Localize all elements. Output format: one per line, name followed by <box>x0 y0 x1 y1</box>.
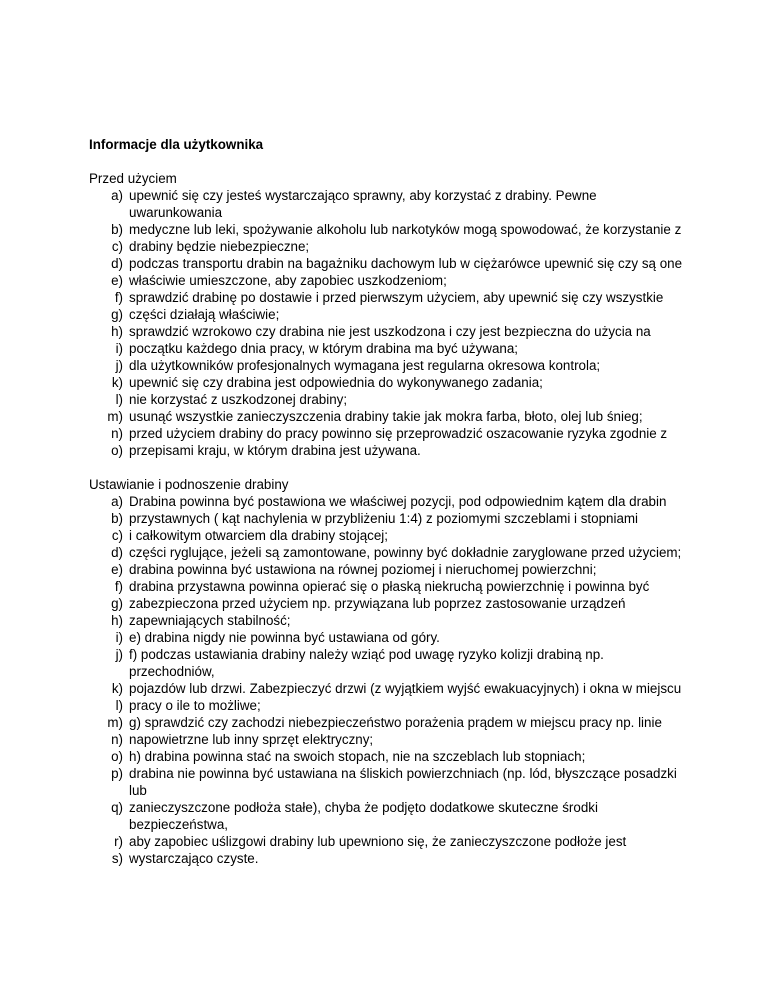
list-item-marker: a) <box>111 188 123 203</box>
list-item-marker: f) <box>114 579 123 594</box>
list-item-text: wystarczająco czyste. <box>129 851 259 866</box>
list-item <box>89 527 689 544</box>
list-item-marker: n) <box>111 732 123 747</box>
list-item <box>89 340 689 357</box>
list-item-text: medyczne lub leki, spożywanie alkoholu lub narkotyków mogą spowodować, że korzystanie z <box>129 222 682 237</box>
list-item-marker: h) <box>111 324 123 339</box>
list-item-text: początku każdego dnia pracy, w którym drabina ma być używana; <box>129 341 519 356</box>
section-heading: Przed użyciem <box>89 171 177 186</box>
list-item-text: części ryglujące, jeżeli są zamontowane, powinny być dokładnie zaryglowane przed użyciem; <box>129 545 682 560</box>
list-item <box>89 289 689 306</box>
section-before-use <box>89 170 689 459</box>
list-item-marker: l) <box>115 392 123 407</box>
list-item-text: upewnić się czy drabina jest odpowiednia do wykonywanego zadania; <box>129 375 543 390</box>
list-item-marker: o) <box>111 443 123 458</box>
list-item-text: aby zapobiec uślizgowi drabiny lub upewniono się, że zanieczyszczone podłoże jest <box>129 834 627 849</box>
document-title: Informacje dla użytkownika <box>89 137 264 152</box>
list-item-marker: e) <box>111 273 123 288</box>
list-item <box>89 374 689 391</box>
section-heading: Ustawianie i podnoszenie drabiny <box>89 477 289 492</box>
list-item <box>89 255 689 272</box>
list-item <box>89 578 689 595</box>
list-item <box>89 680 689 697</box>
list-item-text: drabina powinna być ustawiona na równej poziomej i nieruchomej powierzchni; <box>129 562 597 577</box>
list-item <box>89 697 689 714</box>
list-item-marker: q) <box>111 800 123 815</box>
list-item-marker: r) <box>114 834 123 849</box>
list-item-marker: c) <box>111 239 123 254</box>
list-item-text: Drabina powinna być postawiona we właściwej pozycji, pod odpowiednim kątem dla drabin <box>129 494 667 509</box>
list-item-marker: d) <box>111 256 123 271</box>
list-item <box>89 272 689 289</box>
list-item-marker: g) <box>111 596 123 611</box>
list-item-text: pracy o ile to możliwe; <box>129 698 261 713</box>
list-item <box>89 493 689 510</box>
list-item-text: sprawdzić drabinę po dostawie i przed pierwszym użyciem, aby upewnić się czy wszystkie <box>129 290 664 305</box>
list-item-text: upewnić się czy jesteś wystarczająco sprawny, aby korzystać z drabiny. Pewne uwarunkowania <box>129 188 597 220</box>
list-item-marker: b) <box>111 511 123 526</box>
list-item-marker: i) <box>115 341 123 356</box>
list-item-marker: f) <box>114 290 123 305</box>
list-item-marker: m) <box>107 409 123 424</box>
list-item-marker: o) <box>111 749 123 764</box>
list-item <box>89 833 689 850</box>
list-item-text: nie korzystać z uszkodzonej drabiny; <box>129 392 348 407</box>
list-item-text: sprawdzić wzrokowo czy drabina nie jest uszkodzona i czy jest bezpieczna do użycia na <box>129 324 651 339</box>
list-item <box>89 357 689 374</box>
list-item-text: drabina nie powinna być ustawiana na śliskich powierzchniach (np. lód, błyszczące posadzki lub <box>129 766 677 798</box>
list-item <box>89 748 689 765</box>
list-item-text: g) sprawdzić czy zachodzi niebezpieczeństwo porażenia prądem w miejscu pracy np. linie <box>129 715 662 730</box>
list-item-marker: j) <box>115 358 123 373</box>
list-item <box>89 595 689 612</box>
list-item <box>89 646 689 680</box>
list-item-text: właściwie umieszczone, aby zapobiec uszkodzeniom; <box>129 273 447 288</box>
list-item-text: pojazdów lub drzwi. Zabezpieczyć drzwi (z wyjątkiem wyjść ewakuacyjnych) i okna w miejscu <box>129 681 682 696</box>
list-item-text: przystawnych ( kąt nachylenia w przybliżeniu 1:4) z poziomymi szczeblami i stopniami <box>129 511 639 526</box>
list-item <box>89 323 689 340</box>
list-item-text: drabina przystawna powinna opierać się o płaską niekruchą powierzchnię i powinna być <box>129 579 650 594</box>
document-page <box>89 136 689 867</box>
list-item-text: i całkowitym otwarciem dla drabiny stojącej; <box>129 528 388 543</box>
list-item-text: h) drabina powinna stać na swoich stopach, nie na szczeblach lub stopniach; <box>129 749 586 764</box>
section-setup <box>89 476 689 867</box>
list-item-marker: d) <box>111 545 123 560</box>
list-item-text: dla użytkowników profesjonalnych wymagana jest regularna okresowa kontrola; <box>129 358 601 373</box>
spacer <box>89 153 689 170</box>
list-item <box>89 765 689 799</box>
list-item <box>89 408 689 425</box>
list-item <box>89 238 689 255</box>
list-item <box>89 442 689 459</box>
list-item-text: f) podczas ustawiania drabiny należy wziąć pod uwagę ryzyko kolizji drabiną np. przechodniów, <box>129 647 604 679</box>
item-list <box>89 493 689 867</box>
list-item-marker: a) <box>111 494 123 509</box>
list-item-marker: e) <box>111 562 123 577</box>
list-item-text: napowietrzne lub inny sprzęt elektryczny; <box>129 732 374 747</box>
list-item <box>89 544 689 561</box>
list-item-marker: l) <box>115 698 123 713</box>
list-item-marker: b) <box>111 222 123 237</box>
list-item <box>89 221 689 238</box>
list-item-text: przed użyciem drabiny do pracy powinno się przeprowadzić oszacowanie ryzyka zgodnie z <box>129 426 668 441</box>
list-item-text: e) drabina nigdy nie powinna być ustawiana od góry. <box>129 630 440 645</box>
list-item <box>89 714 689 731</box>
list-item <box>89 391 689 408</box>
list-item-text: przepisami kraju, w którym drabina jest używana. <box>129 443 421 458</box>
list-item-text: zapewniających stabilność; <box>129 613 291 628</box>
list-item-text: zanieczyszczone podłoża stałe), chyba że podjęto dodatkowe skuteczne środki bezpieczeństwa, <box>129 800 598 832</box>
list-item-marker: k) <box>111 375 123 390</box>
list-item <box>89 306 689 323</box>
list-item-text: usunąć wszystkie zanieczyszczenia drabiny takie jak mokra farba, błoto, olej lub śnieg; <box>129 409 643 424</box>
list-item-text: zabezpieczona przed użyciem np. przywiązana lub poprzez zastosowanie urządzeń <box>129 596 626 611</box>
list-item <box>89 425 689 442</box>
list-item-marker: k) <box>111 681 123 696</box>
list-item <box>89 799 689 833</box>
list-item <box>89 561 689 578</box>
list-item <box>89 850 689 867</box>
list-item <box>89 612 689 629</box>
list-item-marker: s) <box>111 851 123 866</box>
list-item-marker: n) <box>111 426 123 441</box>
list-item-marker: i) <box>115 630 123 645</box>
list-item <box>89 187 689 221</box>
list-item-marker: h) <box>111 613 123 628</box>
list-item <box>89 510 689 527</box>
list-item-marker: g) <box>111 307 123 322</box>
list-item-text: drabiny będzie niebezpieczne; <box>129 239 310 254</box>
list-item-text: podczas transportu drabin na bagażniku dachowym lub w ciężarówce upewnić się czy są one <box>129 256 683 271</box>
list-item-text: części działają właściwie; <box>129 307 280 322</box>
list-item-marker: m) <box>107 715 123 730</box>
list-item-marker: c) <box>111 528 123 543</box>
item-list <box>89 187 689 459</box>
list-item-marker: p) <box>111 766 123 781</box>
list-item-marker: j) <box>115 647 123 662</box>
list-item <box>89 731 689 748</box>
list-item <box>89 629 689 646</box>
